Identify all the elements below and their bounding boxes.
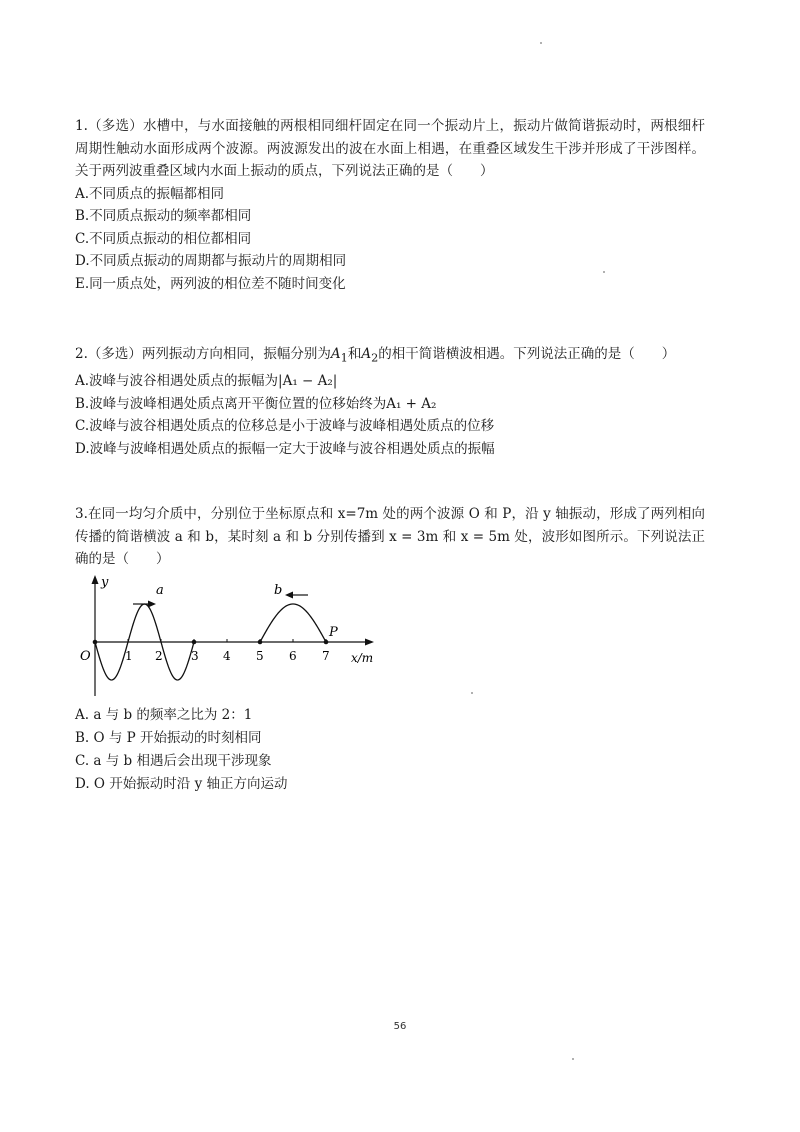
question-2 bbox=[75, 343, 705, 460]
wave-b-curve bbox=[260, 604, 326, 642]
wave-b-label: b bbox=[274, 583, 283, 598]
question-3-stem: 3.在同一均匀介质中，分别位于坐标原点和 x=7m 处的两个波源 O 和 P，沿 y 轴振动，形成了两列相向传播的简谐横波 a 和 b，某时刻 a 和 b 分别传播到 x = 3m 和 x = 5m 处，波形如图所示。下列说法正确的是（ ） bbox=[75, 506, 705, 567]
question-2-option-a: A.波峰与波谷相遇处质点的振幅为|A₁ − A₂| bbox=[75, 373, 338, 390]
wave-b-front-dot bbox=[258, 640, 263, 645]
question-2-stem bbox=[75, 343, 705, 370]
source-p-dot bbox=[324, 640, 329, 645]
amplitude-a2-subscript: 2 bbox=[371, 351, 379, 365]
question-2-option-c: C.波峰与波谷相遇处质点的位移总是小于波峰与波峰相遇处质点的位移 bbox=[75, 418, 495, 435]
question-1-option-a: A.不同质点的振幅都相同 bbox=[75, 185, 225, 202]
question-2-stem-after: 的相干简谐横波相遇。下列说法正确的是（ ） bbox=[378, 346, 676, 362]
scan-speck bbox=[471, 692, 473, 694]
question-2-option-d: D.波峰与波峰相遇处质点的振幅一定大于波峰与波谷相遇处质点的振幅 bbox=[75, 440, 495, 457]
scan-speck bbox=[603, 271, 605, 273]
question-1-option-b: B.不同质点振动的频率都相同 bbox=[75, 208, 252, 224]
amplitude-a1: A bbox=[330, 346, 341, 362]
source-o-dot bbox=[93, 640, 98, 645]
y-axis-arrow bbox=[92, 575, 99, 584]
question-1-option-c: C.不同质点振动的相位都相同 bbox=[75, 230, 252, 247]
amplitude-a1-subscript: 1 bbox=[340, 351, 348, 365]
wave-b-direction-arrow bbox=[285, 592, 293, 599]
x-tick-label-7: 7 bbox=[322, 649, 330, 663]
origin-label: O bbox=[80, 649, 91, 664]
question-2-option-b: B.波峰与波峰相遇处质点离开平衡位置的位移始终为A₁ + A₂ bbox=[75, 395, 437, 412]
question-1-stem: 1.（多选）水槽中，与水面接触的两根相同细杆固定在同一个振动片上，振动片做简谐振动时，两根细杆周期性触动水面形成两个波源。两波源发出的波在水面上相遇，在重叠区域发生干涉并形成了干涉图样。关于两列波重叠区域内水面上振动的质点，下列说法正确的是（ ） bbox=[75, 118, 705, 179]
x-axis-arrow bbox=[365, 639, 374, 646]
scan-speck bbox=[572, 1058, 574, 1060]
page-number: 56 bbox=[393, 1021, 407, 1032]
question-1 bbox=[75, 115, 705, 295]
wave-figure bbox=[75, 572, 385, 702]
x-tick-label-1: 1 bbox=[125, 649, 133, 663]
wave-a-direction-arrow bbox=[148, 601, 156, 608]
y-axis-label: y bbox=[101, 575, 109, 590]
x-axis-label: x/m bbox=[351, 651, 374, 665]
question-3-option-d: D. O 开始振动时沿 y 轴正方向运动 bbox=[75, 776, 288, 792]
question-3-option-a: A. a 与 b 的频率之比为 2：1 bbox=[75, 707, 253, 723]
point-p-label: P bbox=[329, 625, 338, 640]
question-2-stem-before: 2.（多选）两列振动方向相同，振幅分别为 bbox=[75, 346, 331, 362]
question-1-option-d: D.不同质点振动的周期都与振动片的周期相同 bbox=[75, 253, 347, 269]
x-tick-label-6: 6 bbox=[289, 649, 297, 663]
x-tick-label-4: 4 bbox=[223, 649, 231, 663]
question-3-option-c: C. a 与 b 相遇后会出现干涉现象 bbox=[75, 753, 272, 769]
x-tick-label-5: 5 bbox=[256, 649, 264, 663]
question-3-option-b: B. O 与 P 开始振动的时刻相同 bbox=[75, 730, 262, 746]
question-1-option-e: E.同一质点处，两列波的相位差不随时间变化 bbox=[75, 275, 346, 292]
x-tick-label-2: 2 bbox=[155, 649, 163, 663]
wave-a-front-dot bbox=[192, 640, 197, 645]
scan-speck bbox=[540, 42, 542, 44]
question-3 bbox=[75, 503, 705, 571]
question-2-stem-and: 和 bbox=[347, 346, 362, 362]
x-tick-label-3: 3 bbox=[191, 649, 199, 663]
wave-a-label: a bbox=[156, 583, 164, 598]
question-3-options bbox=[75, 704, 705, 796]
amplitude-a2: A bbox=[361, 346, 372, 362]
